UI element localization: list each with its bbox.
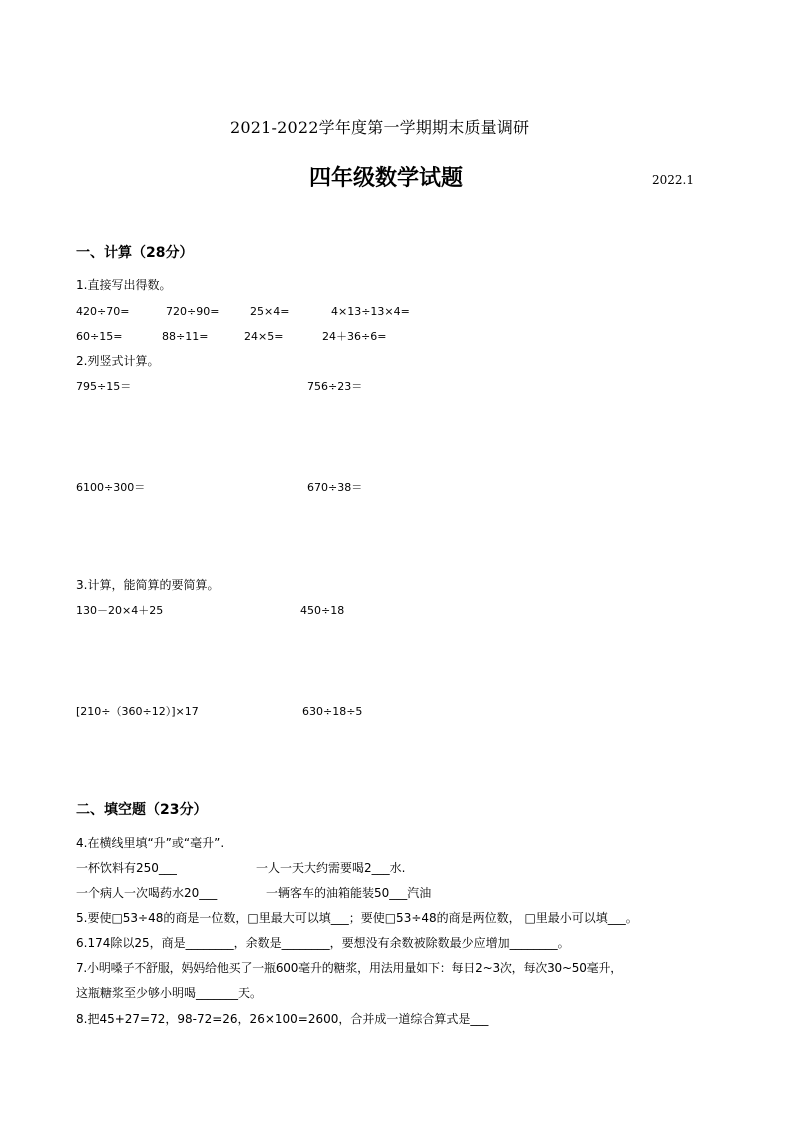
q3-item: 450÷18 [300, 604, 345, 617]
q1-item: 720÷90= [166, 305, 220, 318]
q1-item: 88÷11= [162, 330, 209, 343]
q4-blank: 一辆客车的油箱能装50___汽油 [266, 886, 432, 900]
q3-prompt: 3.计算，能简算的要简算。 [76, 578, 220, 592]
q1-item: 4×13÷13×4= [331, 305, 410, 318]
q1-prompt: 1.直接写出得数。 [76, 278, 172, 292]
q2-prompt: 2.列竖式计算。 [76, 354, 160, 368]
q3-item: 130－20×4＋25 [76, 604, 164, 617]
section-1-heading: 一、计算（28分） [76, 245, 194, 261]
q4-blank: 一个病人一次喝药水20___ [76, 886, 218, 900]
exam-title: 2021-2022学年度第一学期期末质量调研 [230, 118, 530, 137]
q4-blank: 一杯饮料有250___ [76, 861, 177, 875]
q5-text: 5.要使□53÷48的商是一位数，□里最大可以填___；要使□53÷48的商是两位数， □里最小可以填___。 [76, 911, 638, 925]
subject-title: 四年级数学试题 [309, 165, 464, 191]
q6-text: 6.174除以25，商是________，余数是________，要想没有余数被除数最少应增加________。 [76, 936, 570, 950]
q4-blank: 一人一天大约需要喝2___水. [256, 861, 406, 875]
q2-item: 795÷15＝ [76, 380, 132, 393]
q7-text-continued: 这瓶糖浆至少够小明喝_______天。 [76, 986, 263, 1000]
q4-prompt: 4.在横线里填“升”或“毫升”. [76, 836, 225, 850]
exam-date: 2022.1 [652, 173, 694, 187]
q2-item: 756÷23＝ [307, 380, 363, 393]
q2-item: 670÷38＝ [307, 481, 363, 494]
q2-item: 6100÷300＝ [76, 481, 146, 494]
section-2-heading: 二、填空题（23分） [76, 802, 208, 818]
q3-item: [210÷（360÷12）]×17 [76, 705, 199, 718]
q1-item: 420÷70= [76, 305, 130, 318]
q3-item: 630÷18÷5 [302, 705, 363, 718]
q1-item: 60÷15= [76, 330, 123, 343]
q7-text: 7.小明嗓子不舒服，妈妈给他买了一瓶600毫升的糖浆，用法用量如下：每日2~3次，每次30~50毫升， [76, 961, 623, 975]
q8-text: 8.把45+27=72，98-72=26，26×100=2600，合并成一道综合算式是___ [76, 1012, 489, 1026]
q1-item: 24＋36÷6= [322, 330, 387, 343]
q1-item: 25×4= [250, 305, 290, 318]
q1-item: 24×5= [244, 330, 284, 343]
